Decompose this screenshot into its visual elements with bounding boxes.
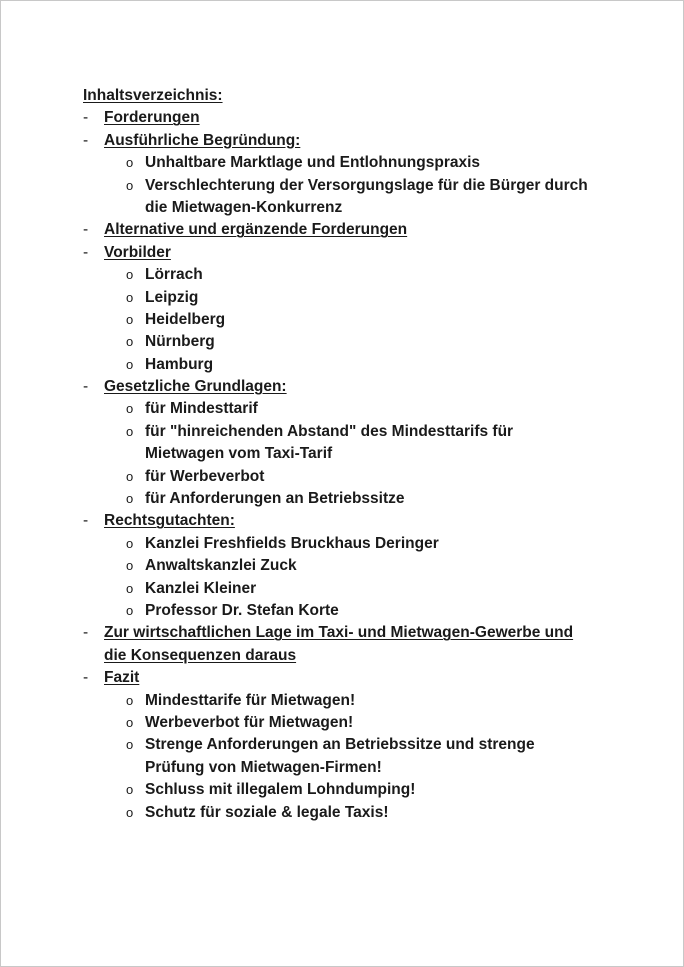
dash-marker: - <box>83 243 89 261</box>
toc-subentry-label: Anwaltskanzlei Zuck <box>145 557 297 575</box>
toc-entry-fazit[interactable] <box>83 667 643 689</box>
toc-entry-label: Ausführliche Begründung: <box>104 131 301 149</box>
toc-subentry-label: Werbeverbot für Mietwagen! <box>145 713 354 731</box>
circle-bullet-icon: o <box>126 782 134 798</box>
toc-entry-label: Vorbilder <box>104 243 171 261</box>
toc-subentry-label: Mindesttarife für Mietwagen! <box>145 691 356 709</box>
toc-subentry-label: Heidelberg <box>145 310 226 328</box>
toc-entry-label: die Konsequenzen daraus <box>104 646 297 664</box>
toc-subentry <box>83 802 643 824</box>
toc-subentry <box>83 309 643 331</box>
toc-entry-rechtsgutachten[interactable] <box>83 510 643 532</box>
toc-subentry-label: Unhaltbare Marktlage und Entlohnungspraxis <box>145 154 481 172</box>
toc-entry-wirtschaftliche-lage[interactable] <box>83 622 643 644</box>
toc-subentry-label: Hamburg <box>145 355 214 373</box>
toc-subentry-continuation: Prüfung von Mietwagen-Firmen! <box>145 758 382 776</box>
toc-subentry <box>83 712 643 734</box>
dash-marker: - <box>83 221 89 239</box>
toc-entry-continuation[interactable] <box>83 645 643 667</box>
toc-entry-forderungen[interactable] <box>83 107 643 129</box>
circle-bullet-icon: o <box>126 602 134 618</box>
circle-bullet-icon: o <box>126 356 134 372</box>
circle-bullet-icon: o <box>126 558 134 574</box>
circle-bullet-icon: o <box>126 401 134 417</box>
toc-entry-label: Zur wirtschaftlichen Lage im Taxi- und Mietwagen-Gewerbe und <box>104 624 574 642</box>
circle-bullet-icon: o <box>126 580 134 596</box>
circle-bullet-icon: o <box>126 468 134 484</box>
toc-title: Inhaltsverzeichnis: <box>83 87 223 104</box>
toc-subentry <box>83 466 643 488</box>
toc-subentry-label: Leipzig <box>145 288 199 306</box>
toc-entry-vorbilder[interactable] <box>83 242 643 264</box>
toc-subentry-label: Lörrach <box>145 266 203 284</box>
dash-marker: - <box>83 512 89 530</box>
toc-subentry-label: Strenge Anforderungen an Betriebssitze und strenge <box>145 736 535 754</box>
circle-bullet-icon: o <box>126 692 134 708</box>
toc-subentry <box>83 578 643 600</box>
toc-subentry <box>83 734 643 756</box>
dash-marker: - <box>83 131 89 149</box>
toc-subentry <box>83 779 643 801</box>
circle-bullet-icon: o <box>126 714 134 730</box>
toc-subentry-label: Nürnberg <box>145 333 215 351</box>
toc-entry-label: Rechtsgutachten: <box>104 512 235 530</box>
toc-subentry <box>83 152 643 174</box>
dash-marker: - <box>83 378 89 396</box>
dash-marker: - <box>83 624 89 642</box>
toc-subentry <box>83 175 643 197</box>
toc-subentry <box>83 600 643 622</box>
toc-subentry-label: Kanzlei Freshfields Bruckhaus Deringer <box>145 534 439 552</box>
toc-entry-begruendung[interactable] <box>83 130 643 152</box>
toc-entry-label: Gesetzliche Grundlagen: <box>104 378 287 396</box>
toc-entry-alternative[interactable] <box>83 219 643 241</box>
toc-entry-grundlagen[interactable] <box>83 376 643 398</box>
toc-subentry-continuation: die Mietwagen-Konkurrenz <box>145 198 343 216</box>
circle-bullet-icon: o <box>126 737 134 753</box>
toc-subentry-label: Verschlechterung der Versorgungslage für die Bürger durch <box>145 176 588 194</box>
toc-entry-label: Fazit <box>104 669 140 687</box>
toc-subentry <box>83 354 643 376</box>
toc-subentry <box>83 488 643 510</box>
toc-subentry-continuation: Mietwagen vom Taxi-Tarif <box>145 445 333 463</box>
toc-subentry <box>83 331 643 353</box>
toc-subentry-label: für Mindesttarif <box>145 400 258 418</box>
toc-entry-label: Forderungen <box>104 109 200 127</box>
toc-subentry <box>83 264 643 286</box>
toc-subentry-label: Professor Dr. Stefan Korte <box>145 601 339 619</box>
toc-subentry-label: Schluss mit illegalem Lohndumping! <box>145 781 416 799</box>
toc-subentry <box>83 690 643 712</box>
toc-subentry <box>83 555 643 577</box>
toc-subentry-label: für "hinreichenden Abstand" des Mindesttarifs für <box>145 422 514 440</box>
dash-marker: - <box>83 109 89 127</box>
circle-bullet-icon: o <box>126 311 134 327</box>
circle-bullet-icon: o <box>126 155 134 171</box>
circle-bullet-icon: o <box>126 491 134 507</box>
circle-bullet-icon: o <box>126 267 134 283</box>
table-of-contents <box>83 85 643 824</box>
circle-bullet-icon: o <box>126 423 134 439</box>
toc-subentry-label: Kanzlei Kleiner <box>145 579 257 597</box>
dash-marker: - <box>83 669 89 687</box>
toc-subentry-label: für Werbeverbot <box>145 467 265 485</box>
toc-subentry-label: Schutz für soziale & legale Taxis! <box>145 803 389 821</box>
toc-subentry <box>83 533 643 555</box>
toc-entry-label: Alternative und ergänzende Forderungen <box>104 221 408 239</box>
circle-bullet-icon: o <box>126 804 134 820</box>
circle-bullet-icon: o <box>126 334 134 350</box>
toc-subentry <box>83 398 643 420</box>
circle-bullet-icon: o <box>126 289 134 305</box>
toc-subentry-label: für Anforderungen an Betriebssitze <box>145 490 405 508</box>
circle-bullet-icon: o <box>126 177 134 193</box>
toc-subentry <box>83 287 643 309</box>
circle-bullet-icon: o <box>126 535 134 551</box>
toc-subentry <box>83 421 643 443</box>
